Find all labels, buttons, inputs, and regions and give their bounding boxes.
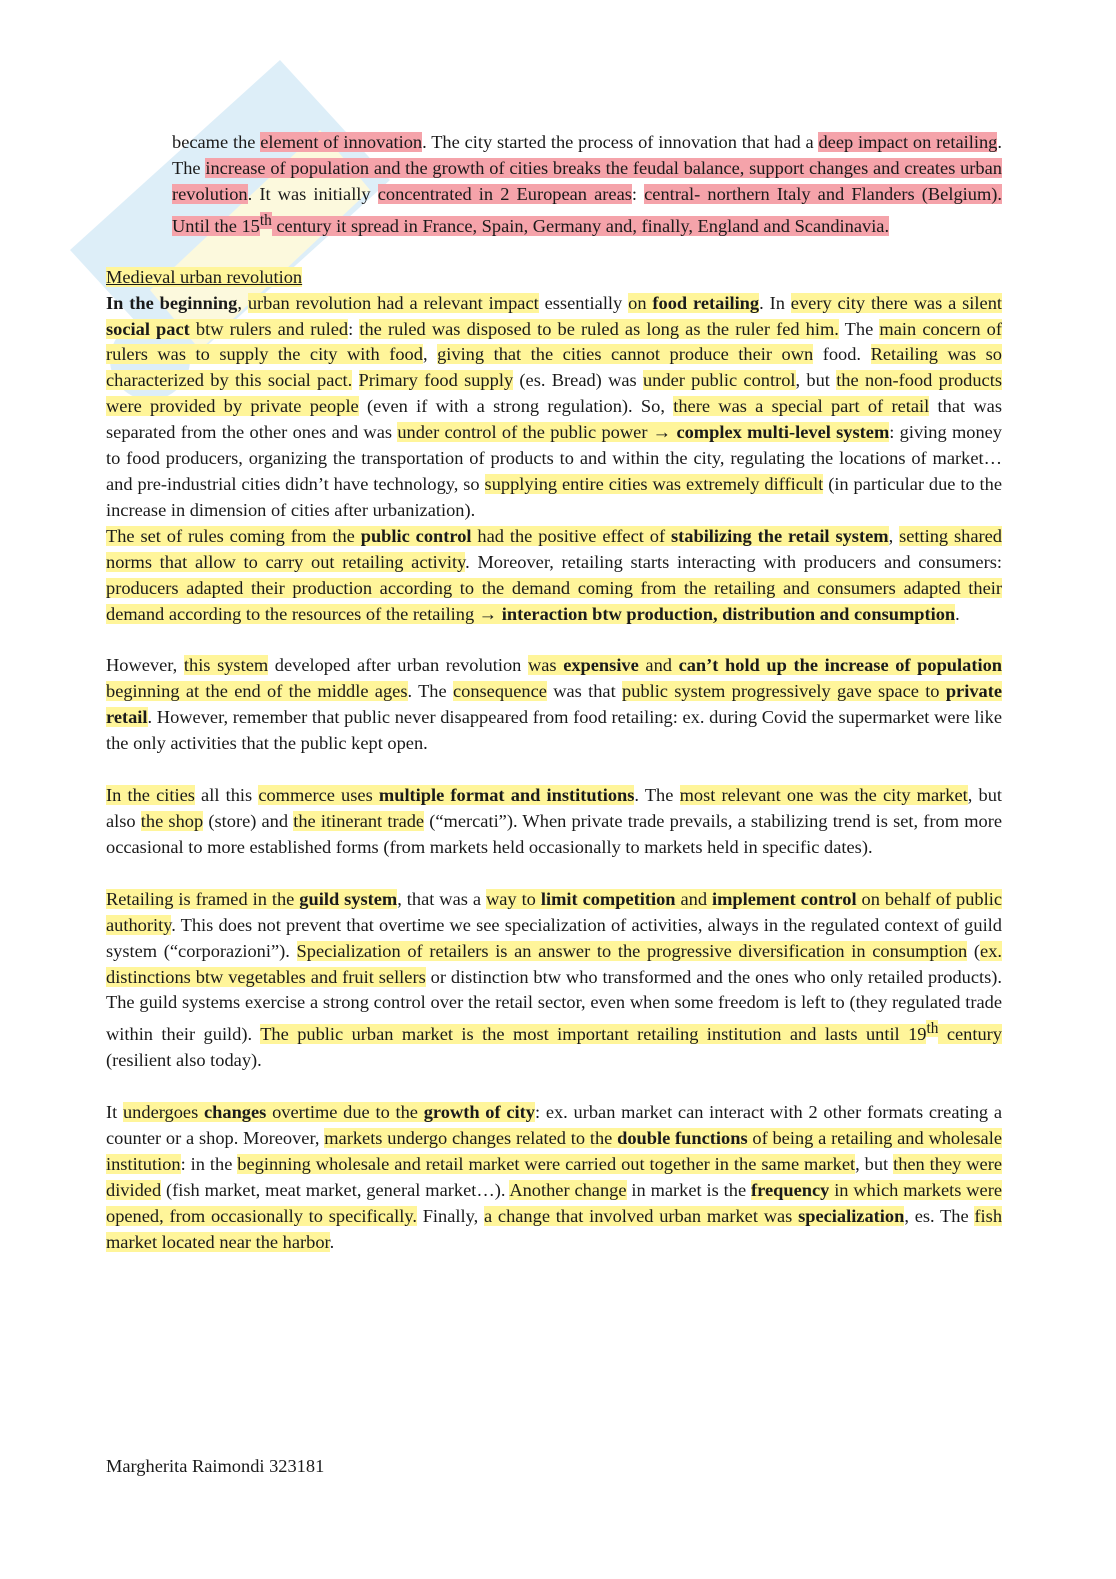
text: was that <box>546 681 622 702</box>
highlight: the shop <box>140 810 204 831</box>
paragraph-4 <box>106 783 1002 861</box>
highlight: under control of the public power <box>397 422 653 443</box>
text: . <box>329 1231 335 1252</box>
highlight: fish market located near the harbor <box>106 1205 1003 1252</box>
text: in market is the <box>626 1179 751 1200</box>
highlight-bold: limit competition <box>540 888 676 909</box>
highlight-bold: social pact <box>106 318 190 339</box>
text: (“mercati”). When private trade prevails, a stabilizing trend is set, from more occasional to more established forms (from markets held occasionally to markets held in specific dates). <box>106 810 1003 857</box>
paragraph-3 <box>106 653 1002 757</box>
highlight-bold: specialization <box>798 1205 905 1226</box>
highlight: consequence <box>452 681 547 702</box>
arrow-icon: → <box>478 603 498 624</box>
highlight: setting shared norms that allow to carry out retailing activity <box>106 525 1002 572</box>
text: : giving money to food producers, organizing the transportation of products to and within the city, regulating the locations of market… and pre-industrial cities didn’t have technology, so <box>106 422 1003 494</box>
highlight: most relevant one was the city market <box>679 785 968 806</box>
highlight: beginning at the end of the middle ages <box>106 681 408 702</box>
text: (resilient also today). <box>106 1050 262 1071</box>
text: : <box>348 318 360 339</box>
highlight: The public urban market is the most important retailing institution and lasts until 19 <box>260 1024 927 1045</box>
highlight: The set of rules coming from the <box>106 525 361 546</box>
highlight-bold: complex multi-level system <box>676 422 890 443</box>
highlight: beginning wholesale and retail market were carried out together in the same market <box>237 1154 856 1175</box>
text: (store) and <box>203 810 294 831</box>
highlight: markets undergo changes related to the <box>324 1128 618 1149</box>
text: essentially <box>538 292 629 313</box>
text <box>352 370 358 390</box>
highlight-bold: public control <box>360 525 472 546</box>
text: , but <box>795 370 837 391</box>
highlight: producers adapted their production according to the demand coming from the retailing and consumers adapted their demand according to the resources of the retailing <box>106 577 1002 624</box>
text: . The <box>172 132 1002 178</box>
highlight: commerce uses <box>258 785 379 806</box>
paragraph-5 <box>106 887 1002 1074</box>
text: , but <box>855 1154 894 1175</box>
highlight: under public control <box>642 370 796 391</box>
text: , <box>237 292 248 313</box>
text: or distinction btw who transformed and the ones who only retailed products). The guild systems exercise a strong control over the retail sector, even when some freedom is left to (they regulated trade within their guild). <box>106 966 1002 1045</box>
highlight: undergoes <box>122 1102 204 1123</box>
highlight: concentrated in 2 European areas <box>377 183 632 204</box>
highlight: century it spread in France, Spain, Germany and, finally, England and Scandinavia. <box>271 215 890 236</box>
highlight-bold: frequency <box>751 1179 830 1200</box>
superscript: th <box>926 1020 939 1038</box>
highlight: on behalf of public authority <box>106 888 1002 935</box>
text: : in the <box>180 1154 238 1175</box>
text: Finally, <box>416 1205 484 1226</box>
highlight: the ruled was disposed to be ruled as long as the ruler fed him. <box>359 318 839 339</box>
highlight: deep impact on retailing <box>818 132 998 152</box>
text: . Moreover, retailing starts interacting with producers and consumers: <box>465 551 1002 572</box>
text: (es. Bread) was <box>513 370 643 391</box>
heading-text: Medieval urban revolution <box>106 266 303 287</box>
text: (in particular due to the increase in dimension of cities after urbanization). <box>106 474 1003 520</box>
highlight-bold: expensive <box>563 655 639 676</box>
text: , but also <box>106 785 1002 831</box>
text: . In <box>759 292 791 313</box>
highlight-bold: implement control <box>712 888 857 909</box>
highlight: the itinerant trade <box>293 810 425 831</box>
highlight: was <box>527 655 564 676</box>
highlight: supplying entire cities was extremely difficult <box>484 474 824 494</box>
highlight: century <box>938 1024 1002 1045</box>
text: . <box>955 603 960 624</box>
text: . However, remember that public never disappeared from food retailing: ex. during Covid the supermarket were like the only activities that the public kept open. <box>106 707 1002 754</box>
text: became the <box>172 132 261 152</box>
highlight: of being a retailing and wholesale institution <box>106 1128 1002 1175</box>
paragraph-6 <box>106 1100 1002 1255</box>
highlight: central- northern Italy and Flanders (Belgium). Until the 15 <box>172 183 1002 236</box>
highlight: then they were divided <box>106 1154 1002 1200</box>
text: , <box>422 344 438 365</box>
highlight-bold: growth of city <box>423 1102 535 1123</box>
highlight: in which markets were opened, from occasionally to specifically. <box>106 1179 1003 1226</box>
highlight-bold: can’t hold up the increase of population <box>678 655 1002 676</box>
text: , es. The <box>904 1205 975 1226</box>
highlight: there was a special part of retail <box>673 396 930 417</box>
highlight: increase of population and the growth of cities breaks the feudal balance, support changes and creates urban revolution <box>172 157 1002 204</box>
text: . It was initially <box>247 183 378 204</box>
highlight-bold: changes <box>203 1102 267 1123</box>
highlight-bold: multiple format and institutions <box>378 785 635 806</box>
highlight: element of innovation <box>260 132 423 152</box>
highlight: giving that the cities cannot produce their own <box>437 344 814 365</box>
highlight: had the positive effect of <box>471 525 671 546</box>
highlight: Specialization of retailers is an answer to the progressive diversification in consumption <box>296 940 968 961</box>
highlight: ex. distinctions btw vegetables and fruit sellers <box>106 940 1002 987</box>
text: The <box>838 318 880 339</box>
paragraph-2 <box>106 524 1002 628</box>
paragraph-1 <box>106 291 1002 524</box>
superscript: th <box>259 211 272 229</box>
text: that was separated from the other ones and was <box>106 396 1003 443</box>
highlight-bold: double functions <box>617 1128 748 1149</box>
bold-text: In the beginning <box>106 292 238 313</box>
highlight: every city there was a silent <box>790 292 1002 313</box>
highlight-bold: stabilizing the retail system <box>670 525 889 546</box>
text: , <box>888 525 900 546</box>
page-footer: Margherita Raimondi 323181 <box>106 1456 325 1476</box>
text: ( <box>967 940 981 961</box>
highlight-bold: interaction btw production, distribution and consumption <box>501 603 956 624</box>
highlight: this system <box>183 655 269 676</box>
text: , that was a <box>397 888 486 909</box>
intro-paragraph <box>172 130 1002 240</box>
text: . The <box>407 681 453 702</box>
highlight: and <box>675 888 712 909</box>
highlight: and <box>638 655 679 676</box>
highlight: way to <box>485 888 541 909</box>
highlight-bold: private retail <box>106 681 1002 728</box>
highlight: Retailing was so characterized by this social pact. <box>106 344 1002 391</box>
text: : <box>631 183 645 204</box>
text: (even if with a strong regulation). So, <box>358 396 674 417</box>
highlight: on <box>628 292 653 313</box>
highlight-bold: food retailing <box>652 292 760 313</box>
text: all this <box>194 785 259 806</box>
highlight: Retailing is framed in the <box>106 888 300 909</box>
text: food. <box>813 344 871 365</box>
text: developed after urban revolution <box>268 655 528 676</box>
highlight-bold: guild system <box>299 888 398 909</box>
text: (fish market, meat market, general market…). <box>161 1179 510 1200</box>
text: It <box>106 1102 123 1123</box>
arrow-icon: → <box>652 422 672 443</box>
highlight: public system progressively gave space to <box>622 681 946 702</box>
highlight: main concern of rulers was to supply the city with food <box>106 318 1002 365</box>
text: . This does not prevent that overtime we see specialization of activities, always in the regulated context of guild system (“corporazioni”). <box>106 914 1002 961</box>
highlight: the non-food products were provided by private people <box>106 370 1002 417</box>
highlight: In the cities <box>106 785 195 806</box>
text: : ex. urban market can interact with 2 other formats creating a counter or a shop. Moreover, <box>106 1102 1002 1149</box>
text: . The city started the process of innovation that had a <box>422 132 819 152</box>
highlight: btw rulers and ruled <box>189 318 349 339</box>
highlight: urban revolution had a relevant impact <box>247 292 539 313</box>
section-heading <box>106 265 1002 291</box>
highlight: Another change <box>509 1179 627 1200</box>
text: . The <box>634 785 680 806</box>
text: However, <box>106 655 184 676</box>
document-page <box>106 130 1002 1282</box>
highlight: a change that involved urban market was <box>483 1205 799 1226</box>
highlight: overtime due to the <box>266 1102 424 1123</box>
highlight: Primary food supply <box>358 370 514 391</box>
